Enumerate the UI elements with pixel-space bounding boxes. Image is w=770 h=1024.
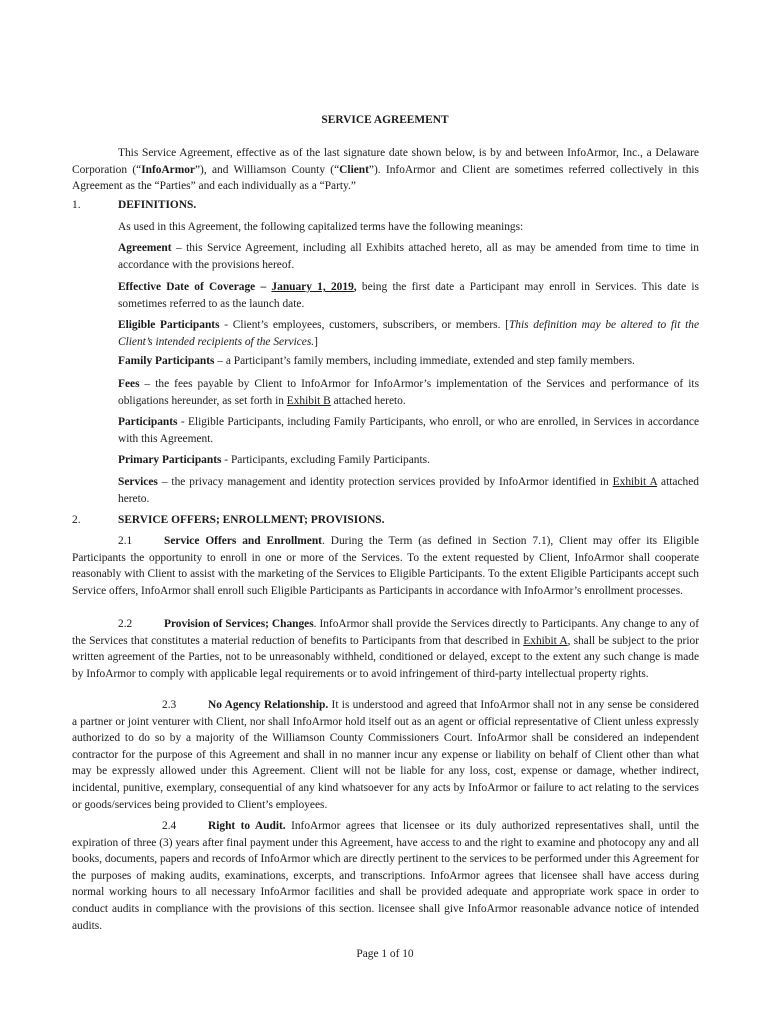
defined-term: Participants <box>118 416 178 428</box>
definition-eligible-participants <box>118 317 699 350</box>
section-heading: DEFINITIONS. <box>118 199 197 211</box>
page-number: Page 1 of 10 <box>356 948 414 960</box>
clause-number: 2.1 <box>118 535 133 547</box>
clause-text: It is understood and agreed that InfoArmor shall not in any sense be considered a partner or joint venturer with Client, nor shall InfoArmor hold itself out as an agent or official representative of Client unless expressly authorized to do so by a majority of the Williamson County Commissioners Court. InfoArmor shall be considered an independent contractor for the purpose of this Agreement and shall in no manner incur any expense or liability on behalf of Client other than what may be expressly allowed under this Agreement. Client will not be liable for any loss, cost, expense or damage, whether indirect, incidental, punitive, exemplary, consequential of any kind whatsoever for any acts by InfoArmor or failure to act relating to the services or goods/services being provided to Client’s employees. <box>72 699 700 811</box>
effective-date: January 1, 2019 <box>271 281 354 293</box>
clause-text: . InfoArmor shall provide the Services directly to Participants. Any change to any of the Services that constitutes a material reduction of benefits to Participants from that described in <box>72 618 699 647</box>
clause-heading: No Agency Relationship. <box>208 699 329 711</box>
intro-text: This Service Agreement, effective as of the last signature date shown below, is by and between InfoArmor, Inc., a Delaware Corporation (“ <box>72 147 699 176</box>
definition-services <box>118 474 699 507</box>
definition-note: This definition may be altered to fit the Client’s intended recipients of the Services. <box>118 319 699 348</box>
definition-text: - Participants, excluding Family Participants. <box>221 454 430 466</box>
intro-paragraph <box>72 145 699 195</box>
definition-text: – the privacy management and identity protection services provided by InfoArmor identified in <box>157 476 613 488</box>
clause-2-1 <box>72 533 699 599</box>
definition-agreement <box>118 240 699 273</box>
exhibit-b-reference: Exhibit B <box>286 394 331 407</box>
definition-text: – the fees payable by Client to InfoArmor for InfoArmor’s implementation of the Services and performance of its obligations hereunder, as set forth in <box>118 378 699 407</box>
definition-text: - Eligible Participants, including Family Participants, who enroll, or who are enrolled, in Services in accordance with this Agreement. <box>118 416 699 445</box>
defined-term: Agreement <box>118 242 172 254</box>
section-number: 1. <box>72 199 81 211</box>
definition-text: , <box>353 281 357 293</box>
definition-text: attached hereto. <box>330 394 406 407</box>
definitions-lead: As used in this Agreement, the following capitalized terms have the following meanings: <box>118 221 524 233</box>
section-heading: SERVICE OFFERS; ENROLLMENT; PROVISIONS. <box>118 514 385 526</box>
defined-term: Primary Participants <box>118 454 222 466</box>
section-number: 2. <box>72 514 81 526</box>
definition-text: being the first date a Participant may enroll in Services. This date is sometimes referred to as the launch date. <box>118 281 699 310</box>
definition-text: ] <box>314 335 318 348</box>
clause-text: InfoArmor agrees that licensee or its duly authorized representatives shall, until the expiration of three (3) years after final payment under this Agreement, have access to and the right to examine and photocopy any and all books, documents, papers and records of InfoArmor which are directly pertinent to the services to be performed under this Agreement for the purposes of making audits, examinations, excerpts, and transcriptions. InfoArmor agrees that licensee shall have access during normal working hours to all necessary InfoArmor facilities and shall be provided adequate and appropriate work space in order to conduct audits in compliance with the provisions of this section. licensee shall give InfoArmor reasonable advance notice of intended audits. <box>72 820 699 932</box>
clause-2-2 <box>72 616 699 682</box>
definition-text: – a Participant’s family members, including immediate, extended and step family members. <box>214 355 635 367</box>
clause-number: 2.3 <box>162 699 177 711</box>
clause-heading: Right to Audit. <box>208 820 286 832</box>
clause-2-3 <box>72 697 699 813</box>
defined-term: Services <box>118 476 158 488</box>
clause-2-4 <box>72 818 699 934</box>
defined-term: Eligible Participants <box>118 319 220 331</box>
intro-text: ”), and Williamson County (“ <box>194 163 340 176</box>
definition-text: - Client’s employees, customers, subscribers, or members. [ <box>219 319 509 331</box>
exhibit-a-reference: Exhibit A <box>523 634 568 647</box>
defined-term: Family Participants <box>118 355 215 367</box>
definition-fees <box>118 376 699 409</box>
clause-number: 2.2 <box>118 618 133 630</box>
clause-number: 2.4 <box>162 820 177 832</box>
defined-term: Fees <box>118 378 140 390</box>
infoarmor-term: InfoArmor <box>141 163 195 176</box>
definition-primary-participants <box>118 452 699 469</box>
definition-text: – this Service Agreement, including all Exhibits attached hereto, all as may be amended from time to time in accordance with the provisions hereof. <box>118 242 699 271</box>
document-title: SERVICE AGREEMENT <box>321 114 449 126</box>
clause-heading: Service Offers and Enrollment <box>164 535 322 547</box>
definition-participants <box>118 414 699 447</box>
definition-effective-date <box>118 279 699 312</box>
client-term: Client <box>339 163 369 176</box>
exhibit-a-reference: Exhibit A <box>612 476 658 488</box>
intro-text: ”). InfoArmor and Client are sometimes referred collectively in this Agreement as the “Parties” and each individually as a “Party.” <box>72 163 699 193</box>
clause-text: . During the Term (as defined in Section 7.1), Client may offer its Eligible Participants the opportunity to enroll in one or more of the Services. To the extent requested by Client, InfoArmor shall cooperate reasonably with Client to assist with the marketing of the Services to Eligible Participants. To the extent Eligible Participants accept such Service offers, InfoArmor shall enroll such Eligible Participants as Participants in accordance with InfoArmor’s enrollment processes. <box>72 535 700 597</box>
defined-term: Effective Date of Coverage – <box>118 281 272 293</box>
clause-text: , shall be subject to the prior written agreement of the Parties, not to be unreasonably withheld, conditioned or delayed, except to the extent any such change is made by InfoArmor to comply with applicable legal requirements or to avoid infringement of third-party intellectual property rights. <box>72 634 699 680</box>
clause-heading: Provision of Services; Changes <box>164 618 314 630</box>
definition-text: attached hereto. <box>118 476 699 505</box>
definition-family-participants <box>118 353 699 370</box>
